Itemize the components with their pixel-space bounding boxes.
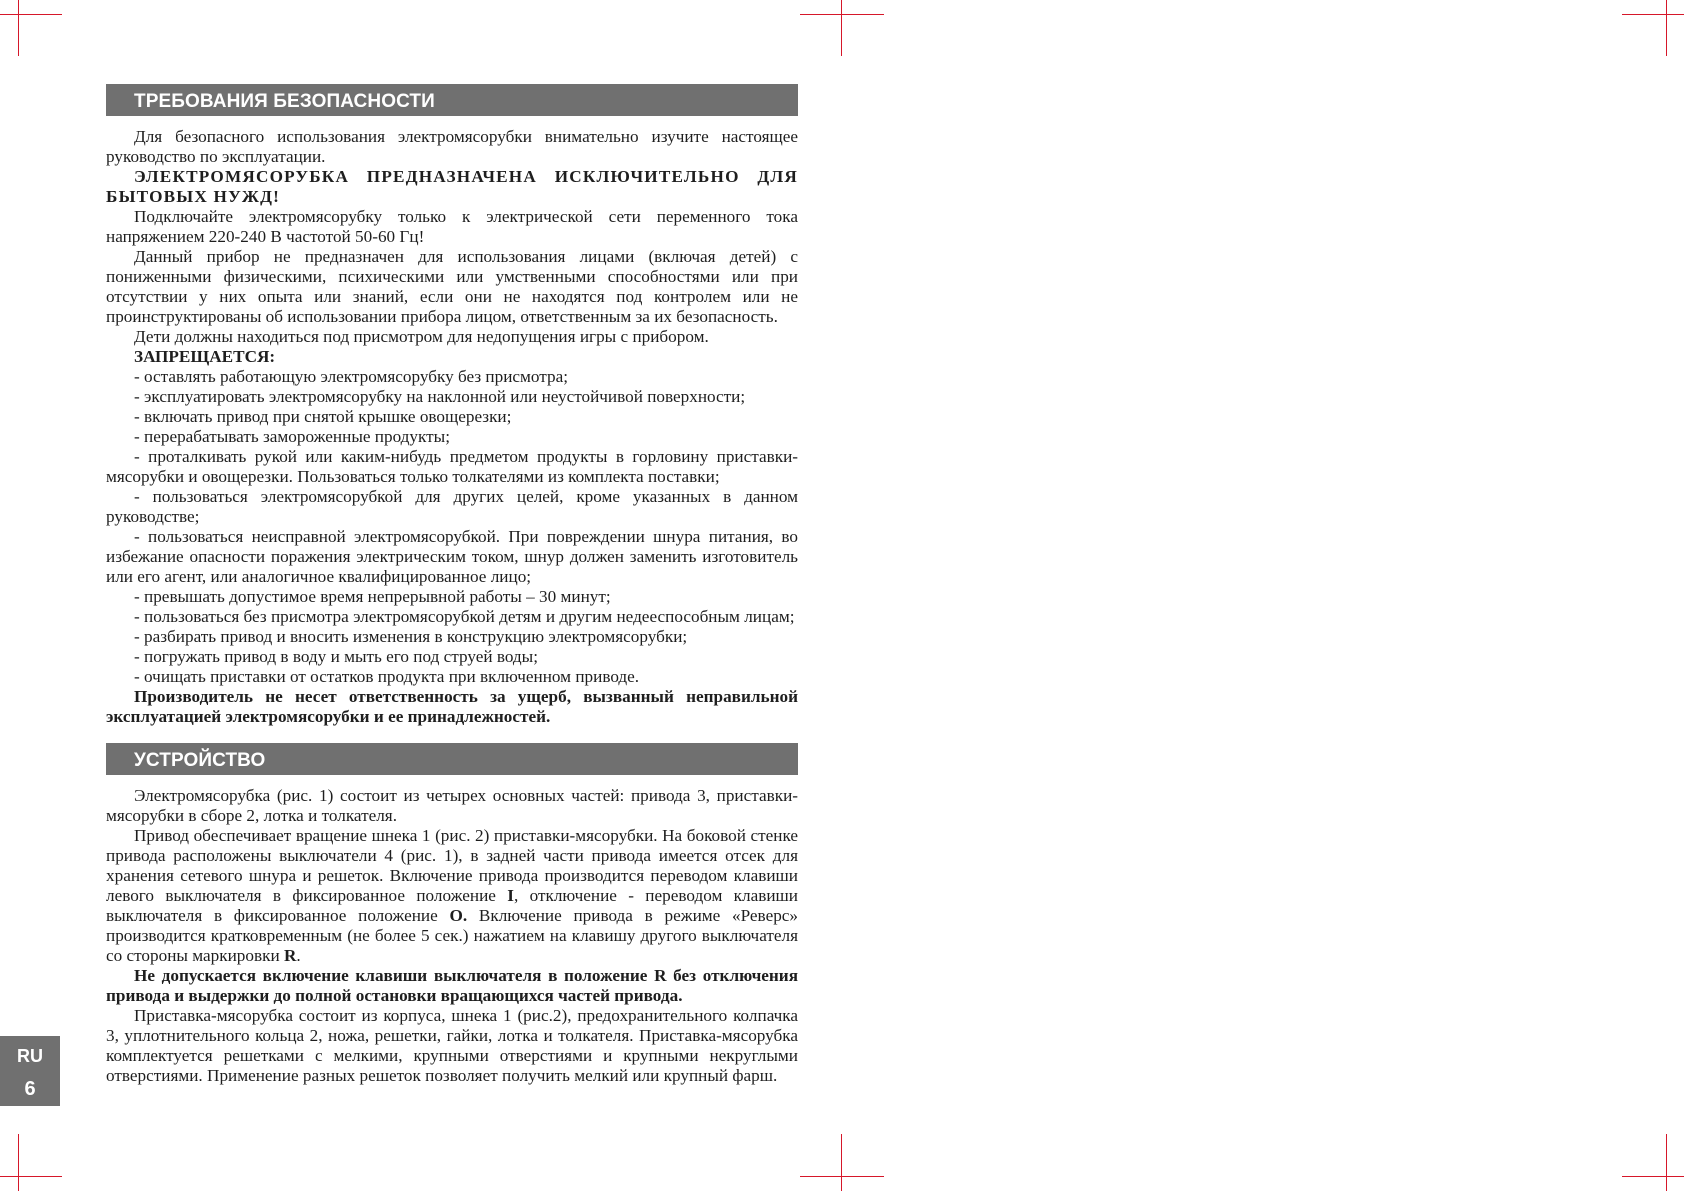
- device-drive: [106, 826, 798, 966]
- switch-mark-off: O.: [449, 906, 468, 925]
- crop-mark: [1622, 14, 1684, 15]
- liability-notice: Производитель не несет ответственность за ущерб, вызванный неправильной эксплуатацией электромясорубки и ее принадлежностей.: [106, 687, 798, 726]
- text-column: [106, 84, 798, 1086]
- prohibited-item: - разбирать привод и вносить изменения в конструкцию электромясорубки;: [134, 627, 688, 646]
- safety-children: Дети должны находиться под присмотром для недопущения игры с прибором.: [134, 327, 709, 346]
- language-code: RU: [17, 1046, 43, 1066]
- prohibited-item: - пользоваться электромясорубкой для других целей, кроме указанных в данном руководстве;: [106, 487, 798, 526]
- prohibited-item: - оставлять работающую электромясорубку без присмотра;: [134, 367, 569, 386]
- device-parts: Электромясорубка (рис. 1) состоит из четырех основных частей: привода 3, приставки-мясорубки в сборе 2, лотка и толкателя.: [106, 786, 798, 825]
- drive-text: Включение привода в режиме «Реверс» производится кратковременным (не более 5 сек.) нажатием на клавишу другого выключателя со стороны маркировки: [106, 906, 799, 965]
- section-header-device: УСТРОЙСТВО: [106, 743, 798, 775]
- prohibited-item: - эксплуатировать электромясорубку на наклонной или неустойчивой поверхности;: [134, 387, 746, 406]
- safety-power: Подключайте электромясорубку только к электрической сети переменного тока напряжением 220-240 В частотой 50-60 Гц!: [106, 207, 798, 246]
- safety-intro: Для безопасного использования электромясорубки внимательно изучите настоящее руководство по эксплуатации.: [106, 127, 798, 166]
- switch-mark-reverse: R: [283, 946, 297, 965]
- page-tab: [0, 1036, 60, 1106]
- crop-mark: [800, 14, 884, 15]
- crop-mark: [0, 14, 62, 15]
- prohibited-item: - проталкивать рукой или каким-нибудь предметом продукты в горловину приставки-мясорубки и овощерезки. Пользоваться только толкателями из комплекта поставки;: [106, 447, 798, 486]
- crop-mark: [18, 0, 19, 56]
- safety-purpose: ЭЛЕКТРОМЯСОРУБКА ПРЕДНАЗНАЧЕНА ИСКЛЮЧИТЕЛЬНО ДЛЯ БЫТОВЫХ НУЖД!: [106, 167, 798, 206]
- crop-mark: [841, 0, 842, 56]
- prohibited-item: - пользоваться неисправной электромясорубкой. При повреждении шнура питания, во избежание опасности поражения электрическим током, шнур должен заменить изготовитель или его агент, или аналогичное квалифицированное лицо;: [106, 527, 798, 586]
- drive-text-end: .: [296, 946, 301, 965]
- prohibited-title: ЗАПРЕЩАЕТСЯ:: [134, 347, 276, 366]
- crop-mark: [1666, 0, 1667, 56]
- prohibited-item: - пользоваться без присмотра электромясорубкой детям и другим недееспособным лицам;: [134, 607, 795, 626]
- prohibited-item: - погружать привод в воду и мыть его под струей воды;: [134, 647, 538, 666]
- crop-mark: [1622, 1176, 1684, 1177]
- crop-mark: [1666, 1134, 1667, 1191]
- drive-text: Привод обеспечивает вращение шнека 1 (рис. 2) приставки-мясорубки. На боковой стенке привода расположены выключатели 4 (рис. 1), в задней части привода имеется отсек для хранения сетевого шнура и решеток. Включение привода производится переводом клавиши левого выключателя в фиксированное положение: [106, 826, 798, 905]
- prohibited-item: - перерабатывать замороженные продукты;: [134, 427, 450, 446]
- prohibited-item: - превышать допустимое время непрерывной работы – 30 минут;: [134, 587, 611, 606]
- section-header-safety: ТРЕБОВАНИЯ БЕЗОПАСНОСТИ: [106, 84, 798, 116]
- crop-mark: [841, 1134, 842, 1191]
- safety-persons: Данный прибор не предназначен для использования лицами (включая детей) с пониженными физическими, психическими или умственными способностями или при отсутствии у них опыта или знаний, если они не находятся под контролем или не проинструктированы об использовании прибора лицом, ответственным за их безопасность.: [106, 247, 798, 326]
- drive-text: , отключение - переводом клавиши выключателя в фиксированное положение: [106, 886, 798, 925]
- crop-mark: [18, 1134, 19, 1191]
- device-attachment: Приставка-мясорубка состоит из корпуса, шнека 1 (рис.2), предохранительного колпачка 3, уплотнительного кольца 2, ножа, решетки, гайки, лотка и толкателя. Приставка-мясорубка комплектуется решетками с мелкими, крупными отверстиями и крупными некруглыми отверстиями. Применение разных решеток позволяет получить мелкий или крупный фарш.: [106, 1006, 798, 1085]
- prohibited-item: - очищать приставки от остатков продукта при включенном приводе.: [134, 667, 640, 686]
- device-warning: Не допускается включение клавиши выключателя в положение R без отключения привода и выдержки до полной остановки вращающихся частей привода.: [106, 966, 798, 1005]
- prohibited-item: - включать привод при снятой крышке овощерезки;: [134, 407, 512, 426]
- crop-mark: [0, 1176, 62, 1177]
- switch-mark-on: I: [507, 886, 514, 905]
- page-number: 6: [24, 1078, 36, 1100]
- crop-mark: [800, 1176, 884, 1177]
